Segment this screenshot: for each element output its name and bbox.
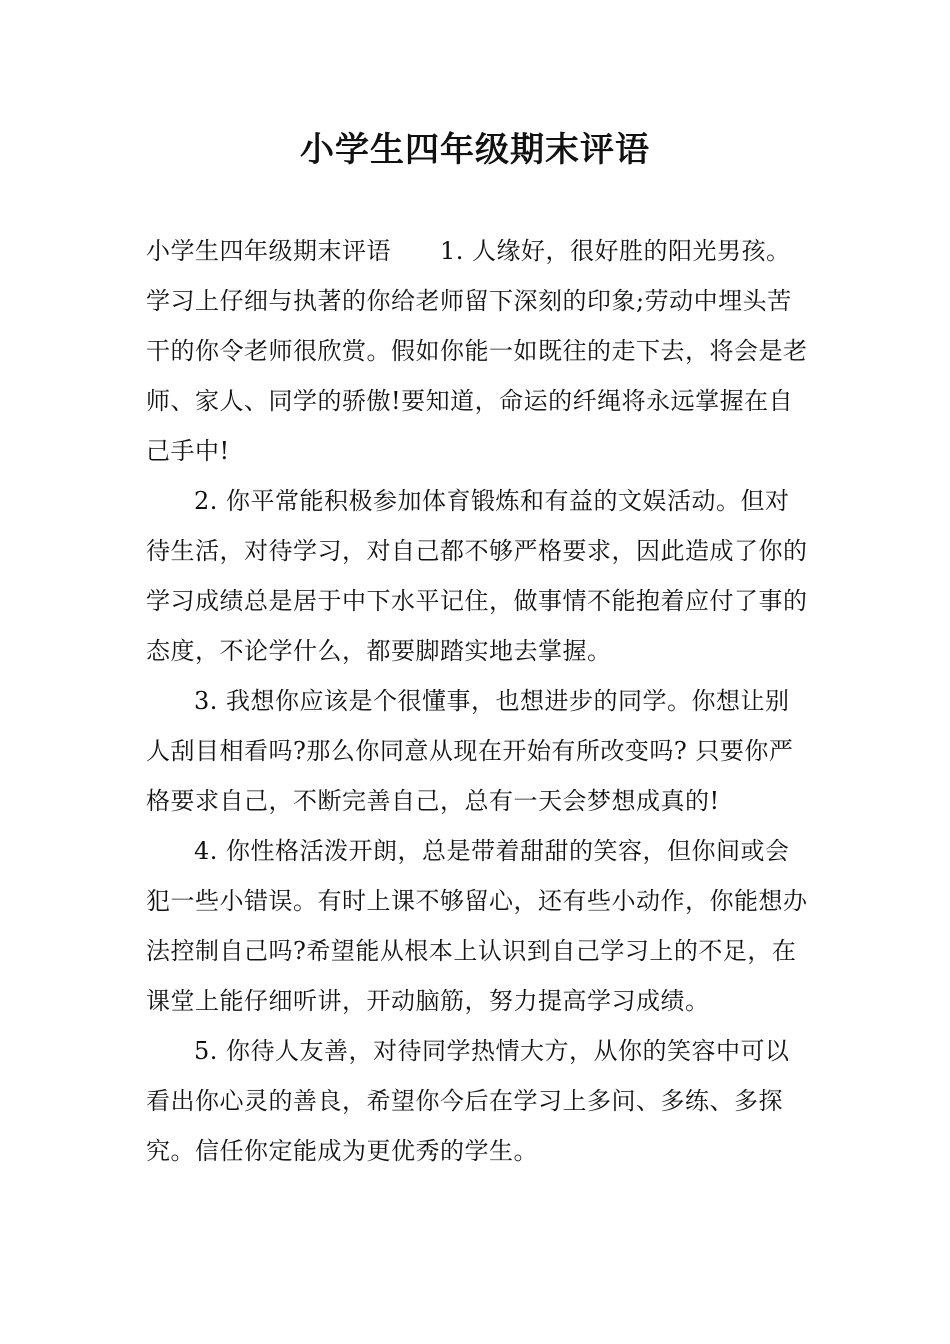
paragraph-3: 3. 我想你应该是个很懂事，也想进步的同学。你想让别人刮目相看吗?那么你同意从现在开始有所改变吗? 只要你严格要求自己，不断完善自己，总有一天会梦想成真的! (146, 687, 794, 815)
paragraph-4: 4. 你性格活泼开朗，总是带着甜甜的笑容，但你间或会犯一些小错误。有时上课不够留心，还有些小动作，你能想办法控制自己吗?希望能从根本上认识到自己学习上的不足，在课堂上能仔细听讲，开动脑筋，努力提高学习成绩。 (146, 837, 808, 1015)
paragraph-5: 5. 你待人友善，对待同学热情大方，从你的笑容中可以看出你心灵的善良，希望你今后在学习上多问、多练、多探究。信任你定能成为更优秀的学生。 (146, 1037, 790, 1165)
paragraph-1: 小学生四年级期末评语 1. 人缘好，很好胜的阳光男孩。学习上仔细与执著的你给老师留下深刻的印象;劳动中埋头苦干的你令老师很欣赏。假如你能一如既往的走下去，将会是老师、家人、同学的骄傲!要知道，命运的纤绳将永远掌握在自己手中! (146, 237, 808, 465)
page-title: 小学生四年级期末评语 (300, 130, 650, 170)
paragraph-2: 2. 你平常能积极参加体育锻炼和有益的文娱活动。但对待生活，对待学习，对自己都不够严格要求，因此造成了你的学习成绩总是居于中下水平记住，做事情不能抱着应付了事的态度，不论学什么，都要脚踏实地去掌握。 (146, 487, 808, 665)
document-body (146, 226, 814, 1176)
